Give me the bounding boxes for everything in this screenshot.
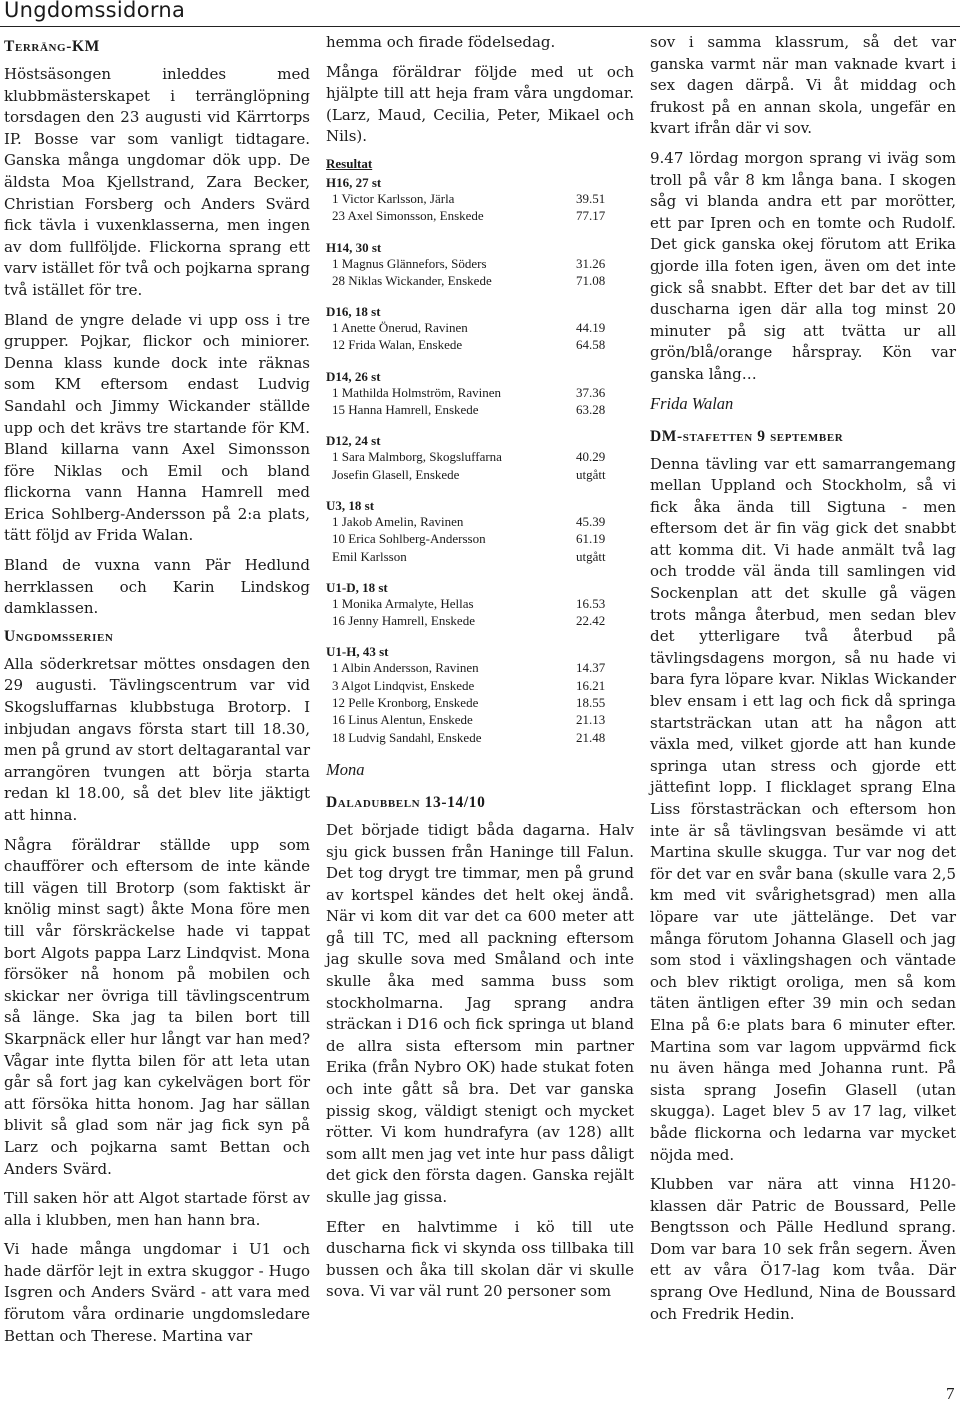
- result-class-name: H14, 30 st: [326, 239, 382, 255]
- result-row: [326, 256, 634, 273]
- results-heading: Resultat: [326, 155, 373, 171]
- result-runner: 16 Jenny Hamrell, Enskede: [332, 613, 475, 629]
- result-row: [326, 549, 634, 566]
- result-row: [326, 712, 634, 729]
- result-row: [326, 514, 634, 531]
- result-row: [326, 678, 634, 695]
- result-time: 39.51: [576, 190, 606, 206]
- page-number: 7: [946, 1384, 955, 1403]
- column-2: [326, 32, 634, 1311]
- result-time: 63.28: [576, 402, 606, 418]
- result-class-block: [326, 239, 634, 291]
- result-class-block: [326, 432, 634, 484]
- result-row: [326, 531, 634, 548]
- result-row: [326, 191, 634, 208]
- result-class-name: U1-D, 18 st: [326, 579, 388, 595]
- page-header: [0, 0, 960, 27]
- result-row: [326, 467, 634, 484]
- result-row: [326, 660, 634, 677]
- article-paragraph: Vi hade många ungdomar i U1 och hade därför lejt in extra skuggor - Hugo Isgren och Anders Svärd - att vara med förutom våra ordinarie ungdomsledare Bettan och Therese. Martina var: [4, 1240, 310, 1345]
- result-class-name: D16, 18 st: [326, 304, 381, 320]
- heading-daladubbeln: Daladubbeln 13-14/10: [326, 793, 486, 811]
- result-time: 45.39: [576, 513, 606, 529]
- article-paragraph: Denna tävling var ett samarrangemang mellan Uppland och Stockholm, så vi fick åka ända till Sigtuna - men eftersom det är fin väg gick det snabbt att komma dit. Vi hade anmält två lag och trodde väl ända till samlingen vid Sockenplan att det skulle gå vägen trots många återbud, men sedan blev det ytterligare två återbud på tävlingsdagens morgon, så nu hade vi bara fyra löpare kvar. Niklas Wickander blev ensam i ett lag och fick då springa startsträckan utan att ha någon att växla med, vilket gjorde att han kunde springa utan stress och gjorde ett jättefint lopp. I flicklaget sprang Elna Liss förstasträckan och eftersom hon inte är så tävlingsvan besämde vi att Martina skulle skugga. Tur var nog det för det var en svår bana (skulle vara 2,5 km med vit svårighetsgrad) men alla löpare var ute jättelänge. Det var många förutom Johanna Glasell och jag som stod i växlingshagen och väntade och blev riktigt oroliga, men så kom täten äntligen efter 39 min och sedan Elna på 6:e plats bara 6 minuter efter. Martina som var lagom uppvärmd fick nu även hänga med Johanna runt. På sista sprang Josefin Glasell (utan skugga). Laget blev 5 av 17 lag, vilket både flickorna och ledarna var mycket nöjda med.: [650, 454, 956, 1164]
- result-time: 64.58: [576, 337, 606, 353]
- result-class-name: D14, 26 st: [326, 368, 381, 384]
- results-list: [326, 174, 634, 747]
- result-time: 16.53: [576, 595, 606, 611]
- article-paragraph: Några föräldrar ställde upp som chaufförer och eftersom de inte kände till vägen till Brotorp (som faktiskt är knölig minst sagt) åkte Mona före men till vår förskräckelse hade vi tappat bort Algots pappa Larz Lindqvist. Mona försöker nå honom på mobilen och skickar ner övriga till tävlingscentrum så länge. Ska jag ta bilen bort till Skarpnäck eller hur långt var han med? Vågar inte flytta bilen för att leta utan går så fort jag kan cykelvägen bort för att försöka hitta honom. Jag har sällan blivit så glad som när jag fick syn på Larz och pojkarna samt Bettan och Anders Svärd.: [4, 835, 310, 1178]
- result-row: [326, 730, 634, 747]
- result-runner: 1 Magnus Glännefors, Söders: [332, 255, 487, 271]
- result-time: 40.29: [576, 449, 606, 465]
- result-row: [326, 208, 634, 225]
- article-paragraph: sov i samma klassrum, så det var ganska varmt när man vaknade kvart i sex dagen därpå. Vi åt middag och frukost på en annan skola, ungefär en kvart ifrån där vi sov.: [650, 33, 956, 138]
- column-3: [650, 32, 956, 1333]
- article-paragraph: Bland de yngre delade vi upp oss i tre grupper. Pojkar, flickor och miniorer. Denna klass kunde dock inte räknas som KM eftersom endast Ludvig Sandahl och Jimmy Wickander ställde upp och det krävs tre startande för KM. Bland killarna vann Axel Simonsson före Niklas och Emil och bland flickorna vann Hanna Hamrell med Erica Sohlberg-Andersson på 2:a plats, tätt följd av Frida Walan.: [4, 310, 310, 545]
- result-row: [326, 613, 634, 630]
- result-time: 22.42: [576, 613, 606, 629]
- result-class-block: [326, 368, 634, 420]
- result-row: [326, 385, 634, 402]
- article-paragraph: hemma och firade födelsedag.: [326, 33, 556, 51]
- result-runner: Josefin Glasell, Enskede: [332, 466, 460, 482]
- result-time: 77.17: [576, 208, 606, 224]
- result-class-block: [326, 643, 634, 746]
- result-runner: 3 Algot Lindqvist, Enskede: [332, 677, 475, 693]
- result-time: 44.19: [576, 320, 606, 336]
- article-paragraph: Till saken hör att Algot startade först av alla i klubben, men han hann bra.: [4, 1189, 310, 1229]
- heading-terrang-km: Terräng-KM: [4, 38, 100, 55]
- result-class-name: H16, 27 st: [326, 174, 382, 190]
- result-runner: Emil Karlsson: [332, 548, 407, 564]
- result-runner: 10 Erica Sohlberg-Andersson: [332, 531, 486, 547]
- result-time: utgått: [576, 548, 606, 564]
- result-row: [326, 449, 634, 466]
- result-class-name: U3, 18 st: [326, 497, 375, 513]
- section-title: Ungdomssidorna: [4, 0, 186, 22]
- article-paragraph: Efter en halvtimme i kö till ute duscharna fick vi skynda oss tillbaka till bussen och åka till skolan där vi skulle sova. Vi var väl runt 20 personer som: [326, 1217, 634, 1301]
- column-1: [4, 32, 310, 1355]
- result-runner: 1 Jakob Amelin, Ravinen: [332, 513, 464, 529]
- article-paragraph: Alla söderkretsar möttes onsdagen den 29 augusti. Tävlingscentrum var vid Skogsluffarnas klubbstuga Brotorp. I inbjudan angavs första start till 18.30, men på grund av stort deltagarantal var arrangören tvungen att börja starta redan kl 18.00, så det blev lite jäktigt att hinna.: [4, 654, 310, 824]
- result-class-block: [326, 303, 634, 355]
- result-time: 14.37: [576, 660, 606, 676]
- result-runner: 12 Pelle Kronborg, Enskede: [332, 695, 479, 711]
- result-time: 21.13: [576, 712, 606, 728]
- result-class-block: [326, 497, 634, 566]
- result-class-name: U1-H, 43 st: [326, 644, 389, 660]
- result-class-block: [326, 174, 634, 226]
- heading-ungdomsserien: Ungdomsserien: [4, 627, 114, 645]
- signature-mona: Mona: [326, 759, 365, 779]
- result-time: 31.26: [576, 255, 606, 271]
- result-time: 21.48: [576, 729, 606, 745]
- result-runner: 1 Anette Önerud, Ravinen: [332, 320, 468, 336]
- result-runner: 1 Monika Armalyte, Hellas: [332, 595, 474, 611]
- article-paragraph: 9.47 lördag morgon sprang vi iväg som troll på vår 8 km långa bana. I skogen såg vi blanda andra ett par morötter, ett par Ipren och en tomte och Rudolf. Det gick ganska okej förutom att Erika gjorde illa foten igen, även om det inte gick så snabbt. Efter det bar det av till duscharna igen där alla tog minst 20 minuter på sig att tvätta ur all grön/blå/orange hårspray. Kön var ganska lång…: [650, 148, 956, 383]
- result-runner: 18 Ludvig Sandahl, Enskede: [332, 729, 482, 745]
- article-paragraph: Bland de vuxna vann Pär Hedlund herrklassen och Karin Lindskog damklassen.: [4, 556, 310, 618]
- result-time: 37.36: [576, 384, 606, 400]
- article-paragraph: Klubben var nära att vinna H120-klassen där Patric de Boussard, Pelle Bengtsson och Pälle Hedlund sprang. Dom var bara 10 sek från segern. Även ett av våra Ö17-lag kom tvåa. Där sprang Ove Hedlund, Nina de Boussard och Fredrik Hedin.: [650, 1175, 956, 1323]
- result-runner: 12 Frida Walan, Enskede: [332, 337, 463, 353]
- result-time: utgått: [576, 466, 606, 482]
- article-paragraph: Många föräldrar följde med ut och hjälpte till att heja fram våra ungdomar. (Larz, Maud, Cecilia, Peter, Mikael och Nils).: [326, 62, 634, 146]
- result-row: [326, 337, 634, 354]
- result-runner: 1 Albin Andersson, Ravinen: [332, 660, 479, 676]
- result-runner: 1 Mathilda Holmström, Ravinen: [332, 384, 501, 400]
- result-runner: 1 Sara Malmborg, Skogsluffarna: [332, 449, 502, 465]
- result-row: [326, 695, 634, 712]
- article-paragraph: Det började tidigt båda dagarna. Halv sju gick bussen från Haninge till Falun. Det tog drygt tre timmar, men på grund av kortspel kändes det helt okej ändå. När vi kom dit var det ca 600 meter att gå till TC, med all packning eftersom jag skulle sova med Småland och inte skulle åka med samma buss som stockholmarna. Jag sprang andra sträckan i D16 och fick springa ut bland de allra sista eftersom min partner Erika (från Nybro OK) hade stukat foten och inte gått så bra. Det var ganska pissig skog, väldigt stenigt och mycket rötter. Vi kom hundrafyra (av 128) allt som allt men jag vet inte hur pass dåligt det gick den första dagen. Ganska rejält skulle jag gissa.: [326, 820, 634, 1206]
- result-time: 71.08: [576, 272, 606, 288]
- result-runner: 28 Niklas Wickander, Enskede: [332, 272, 492, 288]
- result-runner: 23 Axel Simonsson, Enskede: [332, 208, 484, 224]
- article-paragraph: Höstsäsongen inleddes med klubbmästerskapet i terränglöpning torsdagen den 23 augusti vid Kärrtorps IP. Bosse var som vanligt tidtagare. Ganska många ungdomar dök upp. De äldsta Moa Kjellstrand, Zara Becker, Christian Forsberg och Anders Svärd fick tävla i vuxenklasserna, men ingen av dom fullföljde. Flickorna sprang ett varv istället för två och pojkarna sprang två istället för tre.: [4, 65, 310, 299]
- result-time: 16.21: [576, 677, 606, 693]
- result-row: [326, 320, 634, 337]
- result-row: [326, 273, 634, 290]
- result-time: 18.55: [576, 695, 606, 711]
- result-runner: 16 Linus Alentun, Enskede: [332, 712, 473, 728]
- result-runner: 15 Hanna Hamrell, Enskede: [332, 402, 479, 418]
- result-class-name: D12, 24 st: [326, 433, 381, 449]
- result-time: 61.19: [576, 531, 606, 547]
- result-row: [326, 402, 634, 419]
- signature-frida-walan: Frida Walan: [650, 393, 734, 413]
- result-runner: 1 Victor Karlsson, Järla: [332, 190, 455, 206]
- heading-dm-stafetten: DM-stafetten 9 september: [650, 427, 844, 445]
- result-row: [326, 596, 634, 613]
- result-class-block: [326, 579, 634, 631]
